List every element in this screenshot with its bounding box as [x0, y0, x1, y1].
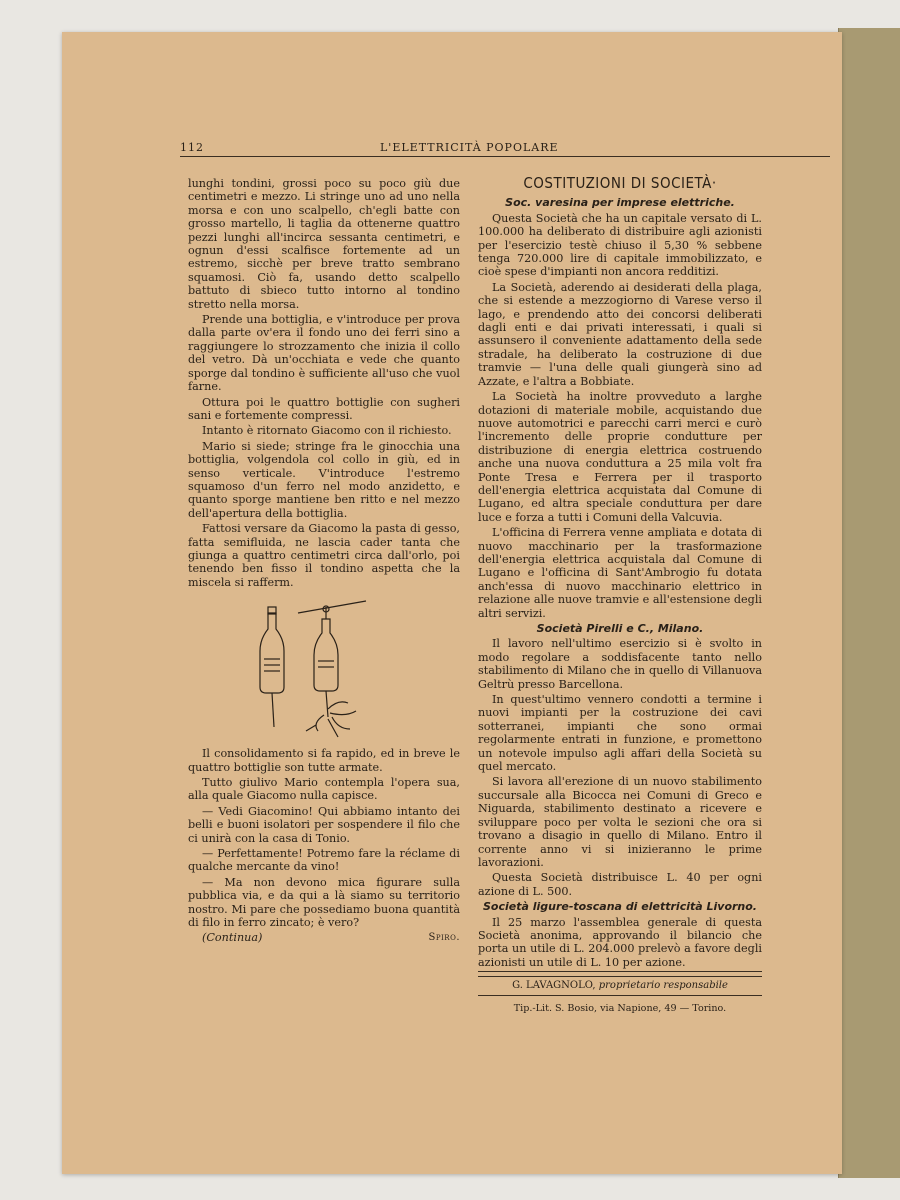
left-column	[188, 177, 460, 945]
printer-line: Tip.-Lit. S. Bosio, via Napione, 49 — Torino.	[513, 1002, 727, 1014]
journal-title: L'ELETTRICITÀ POPOLARE	[380, 141, 559, 154]
bottle-insulators-icon	[188, 599, 460, 739]
company-heading: Società ligure-toscana di elettricità Livorno.	[482, 900, 757, 914]
company-heading: Società Pirelli e C., Milano.	[536, 622, 704, 635]
journal-page	[62, 32, 842, 1174]
company-paragraph: Il lavoro nell'ultimo esercizio si è svolto in modo regolare a soddisfacente tanto nello stabilimento di Milano che in quello di Villanuova Geltrù presso Barcellona.	[478, 637, 762, 691]
company-paragraph: La Società ha inoltre provveduto a larghe dotazioni di materiale mobile, acquistando due nuove automotrici e parecchi carri merci e curò l'incremento delle proprie condutture per distribuzione di energia elettrica costruendo anche una nuova conduttura a 25 mila volt fra Ponte Tresa e Ferrera per il trasporto dell'energia elettrica acquistata dal Comune di Lugano, ed altra speciale conduttura per dare luce e forza a tutti i Comuni della Valcuvia.	[478, 390, 762, 524]
section-title: COSTITUZIONI DI SOCIETÀ·	[523, 174, 717, 192]
company-paragraph: Il 25 marzo l'assemblea generale di questa Società anonima, approvando il bilancio che porta un utile di L. 204.000 prelevò a favore degli azionisti un utile di L. 10 per azione.	[478, 915, 762, 969]
company-paragraph: La Società, aderendo ai desiderati della plaga, che si estende a mezzogiorno di Varese verso il lago, e prendendo atto dei concorsi deliberati dagli enti e dai privati interessati, i quali si assunsero il conveniente adattamento della sede stradale, ha deliberato la costruzione di due tramvie — l'una delle quali giungerà sino ad Azzate, e l'altra a Bobbiate.	[478, 280, 762, 388]
publisher-name: G. LAVAGNOLO,	[512, 980, 596, 992]
company-paragraph: Questa Società che ha un capitale versato di L. 100.000 ha deliberato di distribuire agli azionisti per l'esercizio testè chiuso il 5,30 % sebbene tenga 720.000 lire di capitale immobilizzato, e cioè spese d'impianti non ancora redditizi.	[478, 211, 762, 279]
story-paragraph: — Vedi Giacomino! Qui abbiamo intanto dei belli e buoni isolatori per sospendere il filo che ci unirà con la casa di Tonio.	[188, 804, 460, 845]
story-paragraph: Fattosi versare da Giacomo la pasta di gesso, fatta semifluida, ne lascia cader tanta che giunga a quattro centimetri circa dall'orlo, poi tenendo ben fisso il tondino aspetta che la miscela si rafferm.	[188, 522, 460, 589]
running-header	[180, 140, 830, 157]
company-paragraph: Si lavora all'erezione di un nuovo stabilimento succursale alla Bicocca nei Comuni di Greco e Niguarda, stabilimento destinato a ricevere e sviluppare poco per volta le sezioni che ora si trovano a disagio in quello di Milano. Entro il corrente anno vi si inizieranno le prime lavorazioni.	[478, 775, 762, 869]
colophon	[478, 976, 762, 995]
continued-note: (Continua)	[202, 931, 263, 945]
story-paragraph: Intanto è ritornato Giacomo con il richiesto.	[202, 424, 452, 438]
adjacent-page-edge	[838, 28, 900, 1178]
story-paragraph: Ottura poi le quattro bottiglie con sugheri sani e fortemente compressi.	[188, 395, 460, 422]
story-paragraph: — Ma non devono mica figurare sulla pubblica via, e da qui a là siamo su territorio nostro. Mi pare che possediamo buona quantità di filo in ferro zincato; è vero?	[188, 875, 460, 930]
publisher-role: proprietario responsabile	[598, 980, 728, 992]
divider	[478, 971, 762, 972]
right-column	[478, 174, 762, 1015]
story-paragraph: Prende una bottiglia, e v'introduce per prova dalla parte ov'era il fondo uno dei ferri sino a raggiungere lo strozzamento che inizia il collo del vetro. Dà un'occhiata e vede che quanto sporge dal tondino è sufficiente all'uso che vuol farne.	[188, 313, 460, 394]
story-paragraph: Mario si siede; stringe fra le ginocchia una bottiglia, volgendola col collo in giù, ed in senso verticale. V'introduce l'estremo squamoso d'un ferro nel modo anzidetto, e quanto sporge mantiene ben ritto e nel mezzo dell'apertura della bottiglia.	[188, 439, 460, 520]
author-signature: Spiro.	[428, 932, 460, 944]
story-paragraph: Il consolidamento si fa rapido, ed in breve le quattro bottiglie son tutte armate.	[188, 747, 460, 774]
story-paragraph: Tutto giulivo Mario contempla l'opera sua, alla quale Giacomo nulla capisce.	[188, 776, 460, 803]
story-paragraph: — Perfettamente! Potremo fare la réclame di qualche mercante da vino!	[188, 847, 460, 874]
page-number: 112	[180, 141, 204, 154]
company-heading: Soc. varesina per imprese elettriche.	[505, 196, 735, 210]
company-paragraph: In quest'ultimo vennero condotti a termine i nuovi impianti per la costruzione dei cavi sotterranei, impianti che sono ormai regolarmente entrati in funzione, e promettono un notevole impulso agli affari della Società su quel mercato.	[478, 693, 762, 774]
story-paragraph: lunghi tondini, grossi poco su poco giù due centimetri e mezzo. Li stringe uno ad uno nella morsa e con uno scalpello, ch'egli batte con grosso martello, li taglia da ottenerne quattro pezzi lunghi all'incirca sessanta centimetri, e ognun d'essi scalfisce fortemente ad un estremo, sicchè per breve tratto sembrano squamosi. Ciò fa, usando detto scalpello battuto di sbieco tutto intorno al tondino stretto nella morsa.	[188, 177, 460, 311]
company-paragraph: Questa Società distribuisce L. 40 per ogni azione di L. 500.	[478, 871, 762, 898]
signature-row	[188, 931, 460, 944]
company-paragraph: L'officina di Ferrera venne ampliata e dotata di nuovo macchinario per la trasformazione dell'energia elettrica acquistala dal Comune di Lugano e l'officina di Sant'Ambrogio fu dotata anch'essa di nuovo macchinario elettrico in relazione alle nuove tramvie e all'estensione degli altri servizi.	[478, 526, 762, 620]
